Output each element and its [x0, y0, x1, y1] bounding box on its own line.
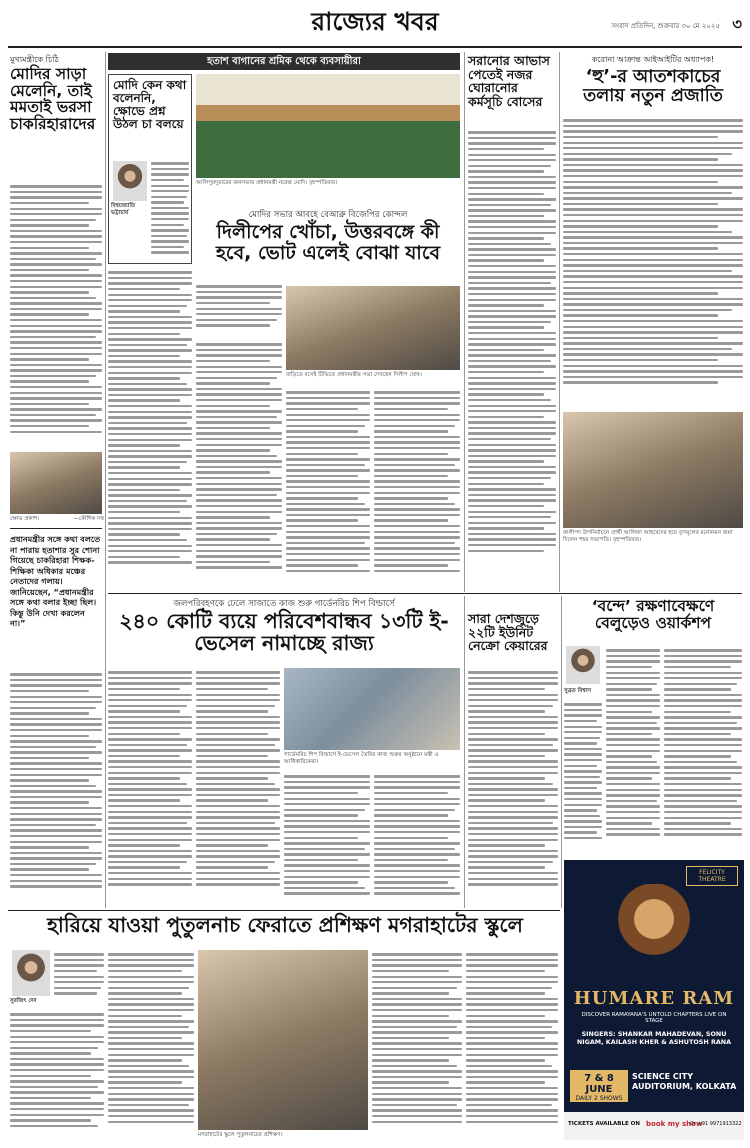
puppet-col-3: [372, 950, 462, 1142]
pullquote-rule: [10, 528, 102, 529]
rally-photo-caption: আলিপুরদুয়ারের জনসভায় প্রধানমন্ত্রী নরেন্দ্র মোদি। বৃহস্পতিবার।: [196, 180, 338, 186]
puppet-col-1: [10, 1010, 104, 1142]
rally-photo: [196, 74, 460, 178]
ad-humare-ram[interactable]: [564, 860, 744, 1140]
sarani-divider: [559, 52, 560, 592]
modi-box-byline: বিশ্বজ্যোতি ভট্টাচার্য: [111, 203, 136, 216]
bande-body-2: [664, 646, 742, 856]
center-col-3: [196, 340, 282, 590]
left-body-text-2: [10, 670, 102, 906]
puppet-byline: সুরজিৎ দেব: [10, 998, 37, 1004]
page-number: ৩: [732, 15, 742, 33]
ad-venue-badge: FELICITY THEATRE: [686, 866, 738, 886]
ad-venue-full: SCIENCE CITY AUDITORIUM, KOLKATA: [632, 1072, 737, 1091]
masthead: [0, 0, 750, 46]
puppet-col-2: [108, 950, 194, 1142]
dilip-tv-caption: বাড়িতে বসেই টিভিতে প্রধানমন্ত্রীর সভা দেখছেন দিলীপ ঘোষ।: [286, 372, 422, 378]
dilip-tv-photo: [286, 286, 460, 370]
ad-shows: DAILY 2 SHOWS: [575, 1095, 623, 1102]
bande-body-1: [606, 646, 660, 856]
masthead-rule: [8, 46, 742, 48]
left-col-divider: [105, 52, 106, 908]
left-headline: মোদির সাড়া মেলেনি, তাই মমতাই ভরসা চাকরিহারাদের: [10, 65, 96, 134]
evessel-col-3: [284, 772, 370, 908]
necro-headline: সারা দেশজুড়ে ২২টি ইউনিট নেক্রো কেয়ারের: [468, 611, 548, 653]
puppet-photo-caption: মগরাহাটের স্কুলে পুতুলনাচের প্রশিক্ষণ।: [198, 1132, 283, 1138]
evessel-photo: [284, 668, 460, 750]
nomination-caption: কালীপদ উপনির্বাচনে প্রার্থী আলিফা আহমেদের হয়ে তৃণমূলের মনোনয়ন জমা দিলেন শহর সভাপতি। বৃহস্পতিবার।: [563, 530, 733, 543]
left-body-text: [10, 182, 102, 448]
center-col-2: [196, 282, 282, 334]
bande-headline: ‘বন্দে’ রক্ষণাবেক্ষণে বেলুড়েও ওয়ার্কশপ: [591, 597, 715, 632]
center-col-1: [108, 268, 192, 590]
banner-strip: [108, 53, 460, 70]
dateline: সংবাদ প্রতিদিন, শুক্রবার ৩০ মে ২০২৫: [611, 22, 720, 30]
bande-byline-portrait: [566, 646, 600, 684]
puppet-col-0: [54, 950, 104, 1006]
right-kicker: করোনা আক্রান্ত আইআইটির অধ্যাপক!: [591, 55, 715, 64]
center-col-4: [286, 388, 370, 590]
puppet-col-4: [466, 950, 558, 1142]
evessel-col-2: [196, 668, 280, 908]
ad-date: 7 & 8 JUNE: [584, 1073, 614, 1095]
center-kicker: মোদির সভার আবহে বেআব্রু বিজেপির কোন্দল: [248, 210, 408, 220]
sarani-headline: সরানোর আভাস পেতেই নজর ঘোরানোর কর্মসূচি বোসের: [468, 53, 550, 109]
ad-tickets-label: TICKETS AVAILABLE ON: [568, 1121, 640, 1127]
ad-phone: Or +91 9971913322: [690, 1121, 742, 1127]
left-pullquote: প্রধানমন্ত্রীর সঙ্গে কথা বলতে না পারায় হতাশার সুর শোনা গিয়েছে চাকরিহারা শিক্ষক-শিক্ষিকা অধিকার মঞ্চের নেতাদের গলায়। জানিয়েছেন, “প্রধানমন্ত্রীর সঙ্গে কথা বলার ইচ্ছা ছিল। কিন্তু উনি দেখা করলেন না।”: [10, 534, 101, 628]
ad-ticket-bar: [564, 1112, 744, 1140]
evessel-divider: [464, 596, 465, 908]
puppet-byline-portrait: [12, 950, 50, 996]
protest-photo: [10, 452, 102, 514]
evessel-kicker: জলপরিবহণকে ঢেলে সাজাতে কাজ শুরু গার্ডেনরিচ শিপ বিল্ডার্সে: [173, 599, 395, 609]
banner-strip-text: হতাশ বাগানের শ্রমিক থেকে ব্যবসায়ীরা: [207, 56, 361, 67]
mid-rule: [108, 593, 742, 594]
evessel-col-4: [374, 772, 460, 908]
evessel-headline: ২৪০ কোটি ব্যয়ে পরিবেশবান্ধব ১৩টি ই-ভেসেল নামাচ্ছে রাজ্য: [119, 609, 449, 656]
center-headline: দিলীপের খোঁচা, উত্তরবঙ্গে কী হবে, ভোট এলেই বোঝা যাবে: [215, 221, 441, 264]
ad-date-box: [570, 1070, 628, 1102]
protest-photo-caption: ক্ষোভ প্রকাশ।: [10, 516, 40, 522]
byline-portrait: [113, 161, 147, 201]
nomination-photo: [563, 412, 743, 528]
bande-byline: সুব্রত বিশ্বাস: [564, 688, 592, 694]
right-headline: ‘হু’-র আতশকাচের তলায় নতুন প্রজাতি: [583, 67, 723, 106]
modi-box-body: [151, 159, 189, 259]
sarani-body: [468, 128, 556, 590]
puppet-headline: হারিয়ে যাওয়া পুতুলনাচ ফেরাতে প্রশিক্ষণ মগরাহাটের স্কুলে: [47, 913, 523, 937]
bottom-rule: [8, 910, 560, 911]
necro-divider: [561, 596, 562, 908]
ad-subtitle: DISCOVER RAMAYANA'S UNTOLD CHAPTERS LIVE ON STAGE: [581, 1012, 727, 1024]
ad-figure: [594, 884, 714, 984]
modi-box-headline: মোদি কেন কথা বলেননি, ক্ষোভে প্রশ্ন উঠল চা বলয়ে: [113, 78, 187, 131]
ad-booking[interactable]: book my show: [646, 1120, 703, 1128]
modi-box: [108, 74, 192, 264]
ad-singers: SINGERS: SHANKAR MAHADEVAN, SONU NIGAM, KAILASH KHER & ASHUTOSH RANA: [576, 1030, 732, 1046]
ad-title: HUMARE RAM: [573, 988, 735, 1009]
section-title: রাজ্যের খবর: [311, 7, 439, 36]
necro-body: [468, 668, 558, 908]
center-col-5: [374, 388, 460, 590]
evessel-col-1: [108, 668, 192, 908]
left-kicker: মুখ্যমন্ত্রীকে চিঠি: [10, 55, 59, 64]
bande-body-3: [564, 700, 602, 856]
evessel-photo-caption: গার্ডেনরিচ শিপ বিল্ডার্সে ই-ভেসেল তৈরির কাজ শুরুর অনুষ্ঠানে মন্ত্রী ও আধিকারিকেরা।: [284, 752, 439, 765]
protest-photo-credit: —কৌশিক দত্ত: [73, 516, 104, 522]
center-divider: [464, 52, 465, 592]
right-body: [563, 116, 743, 410]
puppet-photo: [198, 950, 368, 1130]
